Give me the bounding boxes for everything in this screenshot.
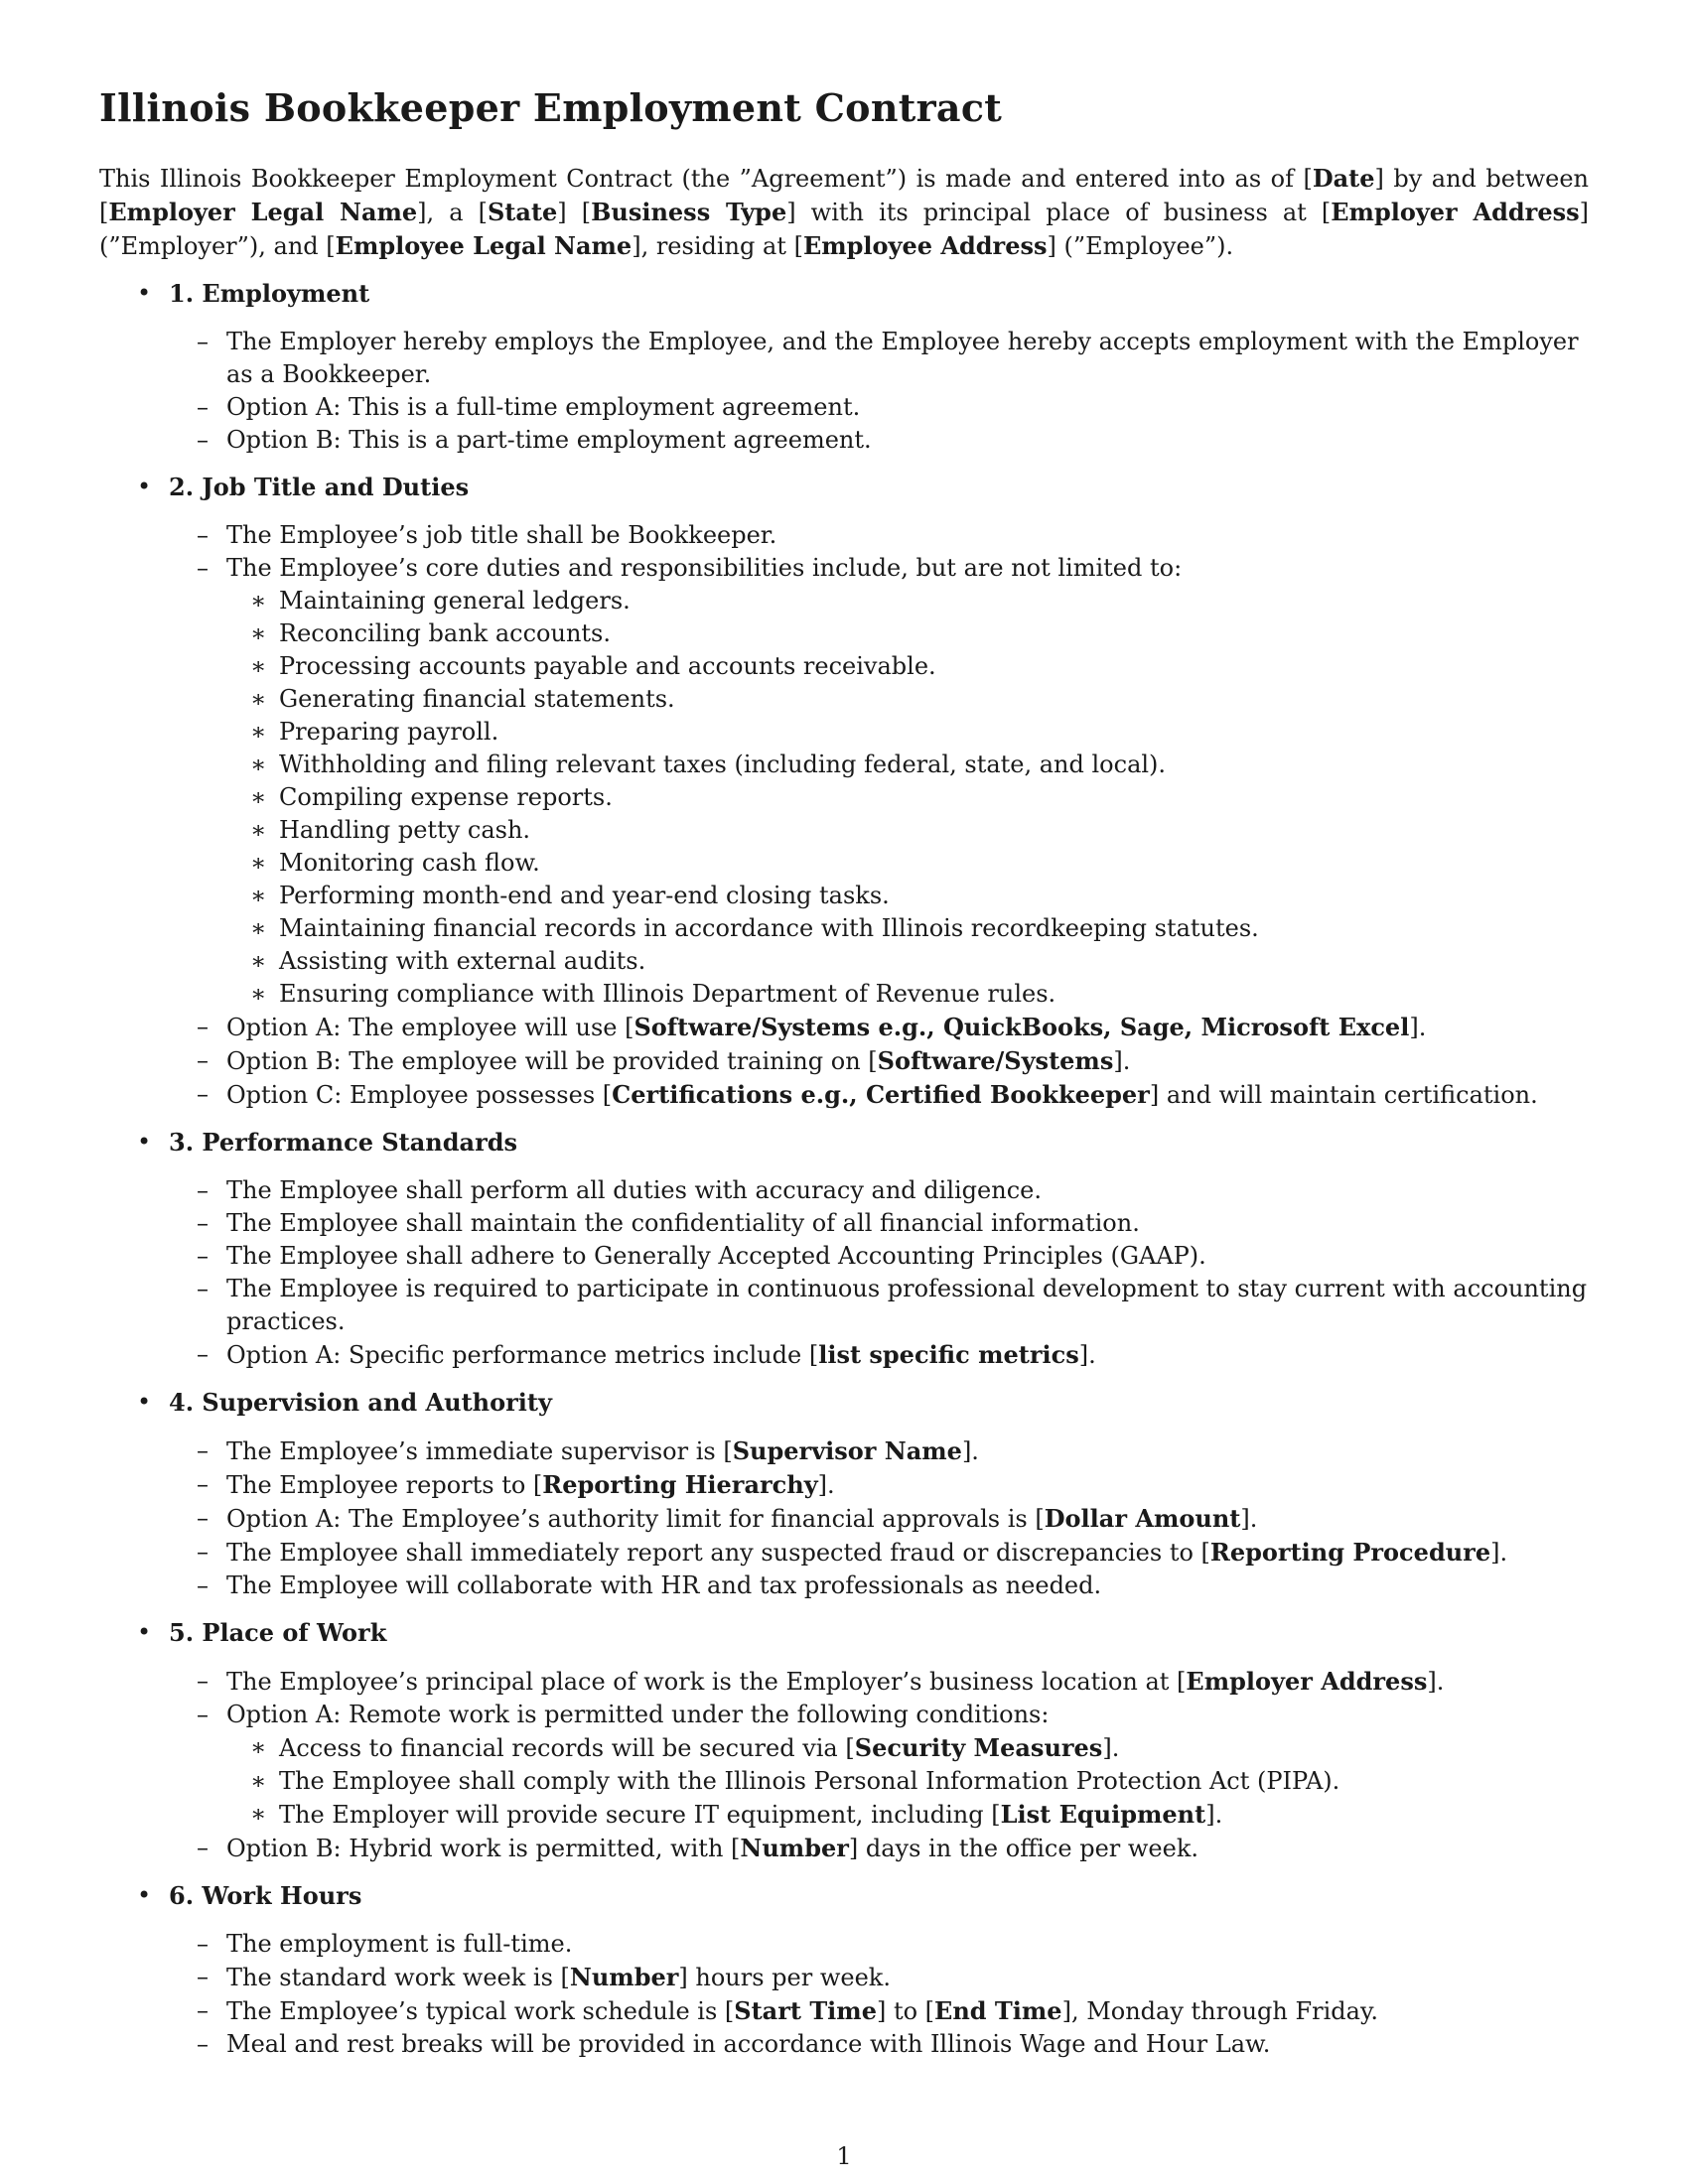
- section-place-of-work: [99, 1616, 1589, 1865]
- placeholder-state: State: [487, 198, 558, 226]
- duty-item: [226, 945, 1589, 978]
- item-text: ] and will maintain certification.: [1149, 1081, 1538, 1109]
- star-icon: ∗: [250, 816, 267, 844]
- dash-icon: –: [197, 1701, 209, 1728]
- placeholder-equipment: List Equipment: [1000, 1800, 1206, 1829]
- star-icon: ∗: [250, 1767, 267, 1795]
- placeholder-security-measures: Security Measures: [854, 1733, 1103, 1762]
- item-text: The Employee shall comply with the Illinois Personal Information Protection Act (PIPA).: [279, 1767, 1340, 1795]
- section-list: [99, 277, 1589, 2061]
- list-item: [169, 552, 1589, 1011]
- item-text: ].: [1240, 1505, 1258, 1533]
- bullet-icon: •: [137, 1388, 152, 1416]
- intro-text: ] [: [557, 199, 592, 226]
- duty-item: [226, 880, 1589, 912]
- list-item: [169, 1240, 1589, 1273]
- placeholder-employee-address: Employee Address: [802, 231, 1048, 260]
- item-text: The Employee will collaborate with HR and tax professionals as needed.: [226, 1571, 1102, 1599]
- contract-page: [99, 85, 1589, 2075]
- star-icon: ∗: [250, 652, 267, 680]
- duty-text: Performing month-end and year-end closing tasks.: [279, 882, 890, 909]
- duty-text: Preparing payroll.: [279, 718, 499, 746]
- placeholder-employer-address: Employer Address: [1331, 198, 1580, 226]
- item-text: The Employer will provide secure IT equipment, including [: [279, 1801, 1001, 1829]
- bullet-icon: •: [137, 473, 152, 500]
- item-text: ].: [817, 1471, 835, 1499]
- item-text: ].: [961, 1437, 979, 1465]
- dash-icon: –: [197, 1538, 209, 1566]
- star-icon: ∗: [250, 587, 267, 614]
- list-item: [169, 1665, 1589, 1699]
- dash-icon: –: [197, 1470, 209, 1498]
- section-employment: [99, 277, 1589, 457]
- item-text: ].: [1078, 1341, 1096, 1369]
- star-icon: ∗: [250, 947, 267, 975]
- item-text: ] days in the office per week.: [848, 1835, 1198, 1862]
- duty-text: Maintaining general ledgers.: [279, 587, 631, 614]
- list-item: [169, 2028, 1589, 2061]
- placeholder-reporting-hierarchy: Reporting Hierarchy: [542, 1470, 818, 1499]
- list-item: [169, 1832, 1589, 1865]
- list-item: [169, 1570, 1589, 1602]
- list-item: [169, 1078, 1589, 1112]
- duty-text: Maintaining financial records in accordance with Illinois recordkeeping statutes.: [279, 914, 1259, 942]
- dash-icon: –: [197, 1275, 209, 1302]
- section-items: [169, 1928, 1589, 2061]
- list-item: [169, 1994, 1589, 2028]
- placeholder-software: Software/Systems e.g., QuickBooks, Sage, Microsoft Excel: [633, 1013, 1410, 1041]
- star-icon: ∗: [250, 1733, 267, 1761]
- item-text: Option A: This is a full-time employment agreement.: [226, 393, 861, 421]
- list-item: [169, 1536, 1589, 1570]
- section-items: [169, 1174, 1589, 1372]
- dash-icon: –: [197, 521, 209, 549]
- section-title: 5. Place of Work: [169, 1618, 387, 1647]
- duty-item: [226, 585, 1589, 617]
- item-text: The Employee shall maintain the confidentiality of all financial information.: [226, 1209, 1140, 1237]
- placeholder-end-time: End Time: [934, 1996, 1062, 2025]
- section-items: [169, 1665, 1589, 1865]
- placeholder-business-type: Business Type: [591, 198, 787, 226]
- list-item: [169, 1174, 1589, 1207]
- placeholder-start-time: Start Time: [734, 1996, 877, 2025]
- placeholder-number: Number: [569, 1963, 679, 1991]
- item-text: Option C: Employee possesses [: [226, 1081, 613, 1109]
- item-text: ].: [1102, 1734, 1120, 1762]
- section-job-title-duties: [99, 471, 1589, 1112]
- placeholder-employee-name: Employee Legal Name: [335, 231, 633, 260]
- list-item: [169, 1207, 1589, 1240]
- dash-icon: –: [197, 1013, 209, 1040]
- remote-conditions-list: [226, 1731, 1589, 1832]
- dash-icon: –: [197, 1209, 209, 1237]
- list-item: [169, 1434, 1589, 1468]
- intro-text: ] with its principal place of business at [: [786, 199, 1332, 226]
- item-text: ].: [1205, 1801, 1223, 1829]
- section-items: [169, 519, 1589, 1112]
- star-icon: ∗: [250, 849, 267, 877]
- section-title: 4. Supervision and Authority: [169, 1388, 552, 1417]
- dash-icon: –: [197, 1504, 209, 1532]
- duty-item: [226, 716, 1589, 749]
- star-icon: ∗: [250, 783, 267, 811]
- duty-text: Assisting with external audits.: [279, 947, 646, 975]
- duty-item: [226, 749, 1589, 781]
- duty-text: Reconciling bank accounts.: [279, 619, 611, 647]
- dash-icon: –: [197, 1046, 209, 1074]
- bullet-icon: •: [137, 1618, 152, 1646]
- placeholder-dollar-amount: Dollar Amount: [1044, 1504, 1241, 1533]
- item-text: ] hours per week.: [678, 1964, 891, 1991]
- item-text: The standard work week is [: [226, 1964, 570, 1991]
- item-text: The Employee shall immediately report any suspected fraud or discrepancies to [: [226, 1539, 1210, 1567]
- duty-item: [226, 683, 1589, 716]
- dash-icon: –: [197, 1996, 209, 2024]
- list-item: [169, 1044, 1589, 1078]
- item-text: The Employee’s immediate supervisor is [: [226, 1437, 733, 1465]
- list-item: [169, 1338, 1589, 1372]
- item-text: ].: [1427, 1668, 1445, 1696]
- placeholder-reporting-procedure: Reporting Procedure: [1209, 1538, 1491, 1567]
- condition-item: [226, 1765, 1589, 1798]
- item-text: ], Monday through Friday.: [1061, 1997, 1378, 2025]
- list-item: [169, 1468, 1589, 1502]
- star-icon: ∗: [250, 882, 267, 909]
- item-text: Option A: Remote work is permitted under the following conditions:: [226, 1701, 1050, 1728]
- list-item: [169, 1011, 1589, 1044]
- duty-text: Generating financial statements.: [279, 685, 675, 713]
- dash-icon: –: [197, 1571, 209, 1599]
- duty-item: [226, 814, 1589, 847]
- item-text: The Employer hereby employs the Employee, and the Employee hereby accepts employment with the Employer as a Bookkeeper.: [226, 328, 1579, 388]
- dash-icon: –: [197, 1436, 209, 1464]
- item-text: The Employee reports to [: [226, 1471, 543, 1499]
- intro-text: ] (”Employer”), and [: [99, 199, 1589, 260]
- item-text: The Employee’s job title shall be Bookkeeper.: [226, 521, 777, 549]
- placeholder-supervisor: Supervisor Name: [732, 1436, 962, 1465]
- duty-item: [226, 912, 1589, 945]
- duty-item: [226, 617, 1589, 650]
- dash-icon: –: [197, 328, 209, 355]
- duty-item: [226, 847, 1589, 880]
- dash-icon: –: [197, 426, 209, 454]
- placeholder-employer-name: Employer Legal Name: [108, 198, 418, 226]
- section-work-hours: [99, 1879, 1589, 2061]
- list-item: [169, 519, 1589, 552]
- condition-item: [226, 1731, 1589, 1765]
- bullet-icon: •: [137, 1128, 152, 1156]
- item-text: Option B: The employee will be provided training on [: [226, 1047, 878, 1075]
- dash-icon: –: [197, 1930, 209, 1958]
- item-text: Access to financial records will be secured via [: [279, 1734, 855, 1762]
- duty-item: [226, 781, 1589, 814]
- item-text: Option A: Specific performance metrics include [: [226, 1341, 819, 1369]
- item-text: The Employee’s principal place of work is the Employer’s business location at [: [226, 1668, 1187, 1696]
- dash-icon: –: [197, 1834, 209, 1861]
- item-text: Meal and rest breaks will be provided in accordance with Illinois Wage and Hour Law.: [226, 2030, 1271, 2058]
- section-supervision-authority: [99, 1386, 1589, 1602]
- star-icon: ∗: [250, 685, 267, 713]
- item-text: The Employee shall adhere to Generally Accepted Accounting Principles (GAAP).: [226, 1242, 1206, 1270]
- list-item: [169, 1699, 1589, 1832]
- list-item: [169, 326, 1589, 391]
- duty-text: Processing accounts payable and accounts receivable.: [279, 652, 936, 680]
- dash-icon: –: [197, 2030, 209, 2058]
- star-icon: ∗: [250, 619, 267, 647]
- list-item: [169, 391, 1589, 424]
- section-title: 1. Employment: [169, 279, 370, 308]
- list-item: [169, 1502, 1589, 1536]
- placeholder-employer-address: Employer Address: [1186, 1667, 1428, 1696]
- list-item: [169, 424, 1589, 457]
- item-text: ].: [1409, 1014, 1427, 1041]
- item-text: Option B: This is a part-time employment agreement.: [226, 426, 872, 454]
- intro-text: ], a [: [417, 199, 488, 226]
- placeholder-date: Date: [1312, 164, 1375, 193]
- condition-item: [226, 1798, 1589, 1832]
- duty-text: Ensuring compliance with Illinois Department of Revenue rules.: [279, 980, 1056, 1008]
- placeholder-software: Software/Systems: [877, 1046, 1114, 1075]
- duty-item: [226, 978, 1589, 1011]
- dash-icon: –: [197, 1080, 209, 1108]
- dash-icon: –: [197, 1963, 209, 1990]
- placeholder-metrics: list specific metrics: [818, 1340, 1079, 1369]
- item-text: The Employee shall perform all duties with accuracy and diligence.: [226, 1176, 1042, 1204]
- section-items: [169, 326, 1589, 457]
- section-title: 3. Performance Standards: [169, 1128, 518, 1157]
- placeholder-certifications: Certifications e.g., Certified Bookkeeper: [612, 1080, 1150, 1109]
- intro-text: ], residing at [: [632, 232, 803, 260]
- dash-icon: –: [197, 554, 209, 582]
- intro-text: ] by and between [: [99, 165, 1589, 226]
- star-icon: ∗: [250, 980, 267, 1008]
- item-text: The Employee’s core duties and responsibilities include, but are not limited to:: [226, 554, 1183, 582]
- dash-icon: –: [197, 1242, 209, 1270]
- item-text: ].: [1113, 1047, 1131, 1075]
- item-text: Option A: The Employee’s authority limit for financial approvals is [: [226, 1505, 1045, 1533]
- page-number: 1: [836, 2142, 852, 2170]
- intro-text: ] (”Employee”).: [1047, 232, 1234, 260]
- star-icon: ∗: [250, 751, 267, 778]
- bullet-icon: •: [137, 279, 152, 307]
- section-performance-standards: [99, 1126, 1589, 1372]
- list-item: [169, 1928, 1589, 1961]
- section-items: [169, 1434, 1589, 1602]
- intro-text: This Illinois Bookkeeper Employment Contract (the ”Agreement”) is made and entered into as of [: [99, 165, 1313, 193]
- section-title: 6. Work Hours: [169, 1881, 362, 1910]
- item-text: The Employee is required to participate in continuous professional development to stay current with accounting practices.: [226, 1275, 1588, 1335]
- list-item: [169, 1961, 1589, 1994]
- dash-icon: –: [197, 1667, 209, 1695]
- section-title: 2. Job Title and Duties: [169, 473, 470, 501]
- item-text: Option A: The employee will use [: [226, 1014, 634, 1041]
- star-icon: ∗: [250, 718, 267, 746]
- placeholder-number: Number: [740, 1834, 849, 1862]
- item-text: Option B: Hybrid work is permitted, with [: [226, 1835, 741, 1862]
- list-item: [169, 1273, 1589, 1338]
- star-icon: ∗: [250, 1800, 267, 1828]
- item-text: The employment is full-time.: [226, 1930, 573, 1958]
- dash-icon: –: [197, 1176, 209, 1204]
- duty-text: Handling petty cash.: [279, 816, 531, 844]
- duty-text: Compiling expense reports.: [279, 783, 613, 811]
- item-text: ] to [: [876, 1997, 935, 2025]
- duties-list: [226, 585, 1589, 1011]
- duty-item: [226, 650, 1589, 683]
- star-icon: ∗: [250, 914, 267, 942]
- document-title: Illinois Bookkeeper Employment Contract: [99, 85, 1003, 130]
- dash-icon: –: [197, 393, 209, 421]
- intro-paragraph: [99, 162, 1589, 263]
- duty-text: Withholding and filing relevant taxes (including federal, state, and local).: [279, 751, 1167, 778]
- item-text: The Employee’s typical work schedule is [: [226, 1997, 735, 2025]
- duty-text: Monitoring cash flow.: [279, 849, 540, 877]
- dash-icon: –: [197, 1340, 209, 1368]
- bullet-icon: •: [137, 1881, 152, 1909]
- item-text: ].: [1490, 1539, 1508, 1567]
